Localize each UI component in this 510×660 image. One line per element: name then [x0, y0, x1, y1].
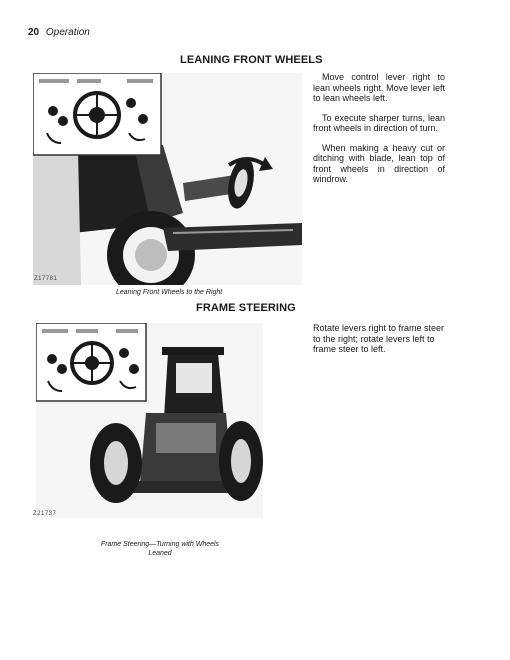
section-body-frame-steering: [313, 323, 445, 364]
page-header: [28, 27, 90, 38]
section-title-leaning: LEANING FRONT WHEELS: [180, 54, 323, 66]
paragraph: Move control lever right to lean wheels right. Move lever left to lean wheels left.: [313, 72, 445, 103]
figure-caption-2: Frame Steering—Turning with Wheels Leaned: [100, 541, 220, 557]
figure-ref-2: Z21737: [33, 511, 57, 517]
section-title-frame-steering: FRAME STEERING: [196, 302, 296, 314]
control-panel-diagram: [36, 323, 146, 401]
paragraph: To execute sharper turns, lean front wheels in direction of turn.: [313, 112, 445, 133]
figure-leaning-wheels: [33, 73, 302, 285]
paragraph: When making a heavy cut or ditching with blade, lean top of front wheels in direction of windrow.: [313, 142, 445, 184]
paragraph: Rotate levers right to frame steer to the right; rotate levers left to frame steer to left.: [313, 323, 445, 354]
figure-frame-steering: [36, 323, 263, 518]
control-panel-diagram: [33, 73, 161, 155]
figure-ref-1: Z17781: [34, 276, 58, 282]
section-body-leaning: [313, 72, 445, 194]
figure-caption-1: Leaning Front Wheels to the Right: [116, 289, 223, 296]
page-number: 20: [28, 27, 40, 38]
section-name: Operation: [45, 27, 90, 38]
